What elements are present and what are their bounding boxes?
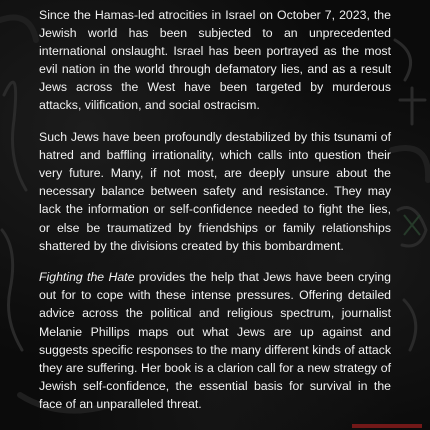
graffiti-smear-right <box>392 148 428 180</box>
blurb-paragraph-3-body: provides the help that Jews have been crying out for to cope with these intense pressures. Offering detailed advice across the political and religious spectrum, journalist Melanie Phillips maps out what Jews are up against and suggests specific responses to the many different kinds of attack they are suffering. Her book is a clarion call for a new strategy of Jewish self-confidence, the essential basis for survival in the face of an unparalleled threat. <box>39 270 391 411</box>
blurb-text <box>39 6 391 426</box>
graffiti-stroke-right-mid <box>398 208 426 247</box>
graffiti-cross-right <box>400 88 425 124</box>
blurb-paragraph-2: Such Jews have been profoundly destabilized by this tsunami of hatred and baffling irrationality, which calls into question their very future. Many, if not most, are deeply unsure about the necessary balance between safety and resistance. They may lack the information or self-confidence needed to fight the lies, or else be traumatized by friendships or family relationships shattered by the divisions created by this bombardment. <box>39 130 391 253</box>
graffiti-stroke-left-lower <box>2 230 22 350</box>
graffiti-green-mark <box>404 215 420 235</box>
blurb-paragraph-3 <box>39 268 391 413</box>
graffiti-smear-top-left <box>0 18 36 41</box>
graffiti-stroke-right-lower <box>404 300 416 350</box>
book-title: Fighting the Hate <box>39 270 135 285</box>
graffiti-stroke-left <box>4 82 26 190</box>
blurb-paragraph-1: Since the Hamas-led atrocities in Israel on October 7, 2023, the Jewish world has been subjected to an unprecedented international onslaught. Israel has been portrayed as the most evil nation in the world through defamatory lies, and as a result Jews across the West have been targeted by murderous attacks, vilification, and social ostracism. <box>39 8 391 113</box>
graffiti-stroke-right-top <box>395 40 411 80</box>
red-accent-bar <box>352 424 422 428</box>
